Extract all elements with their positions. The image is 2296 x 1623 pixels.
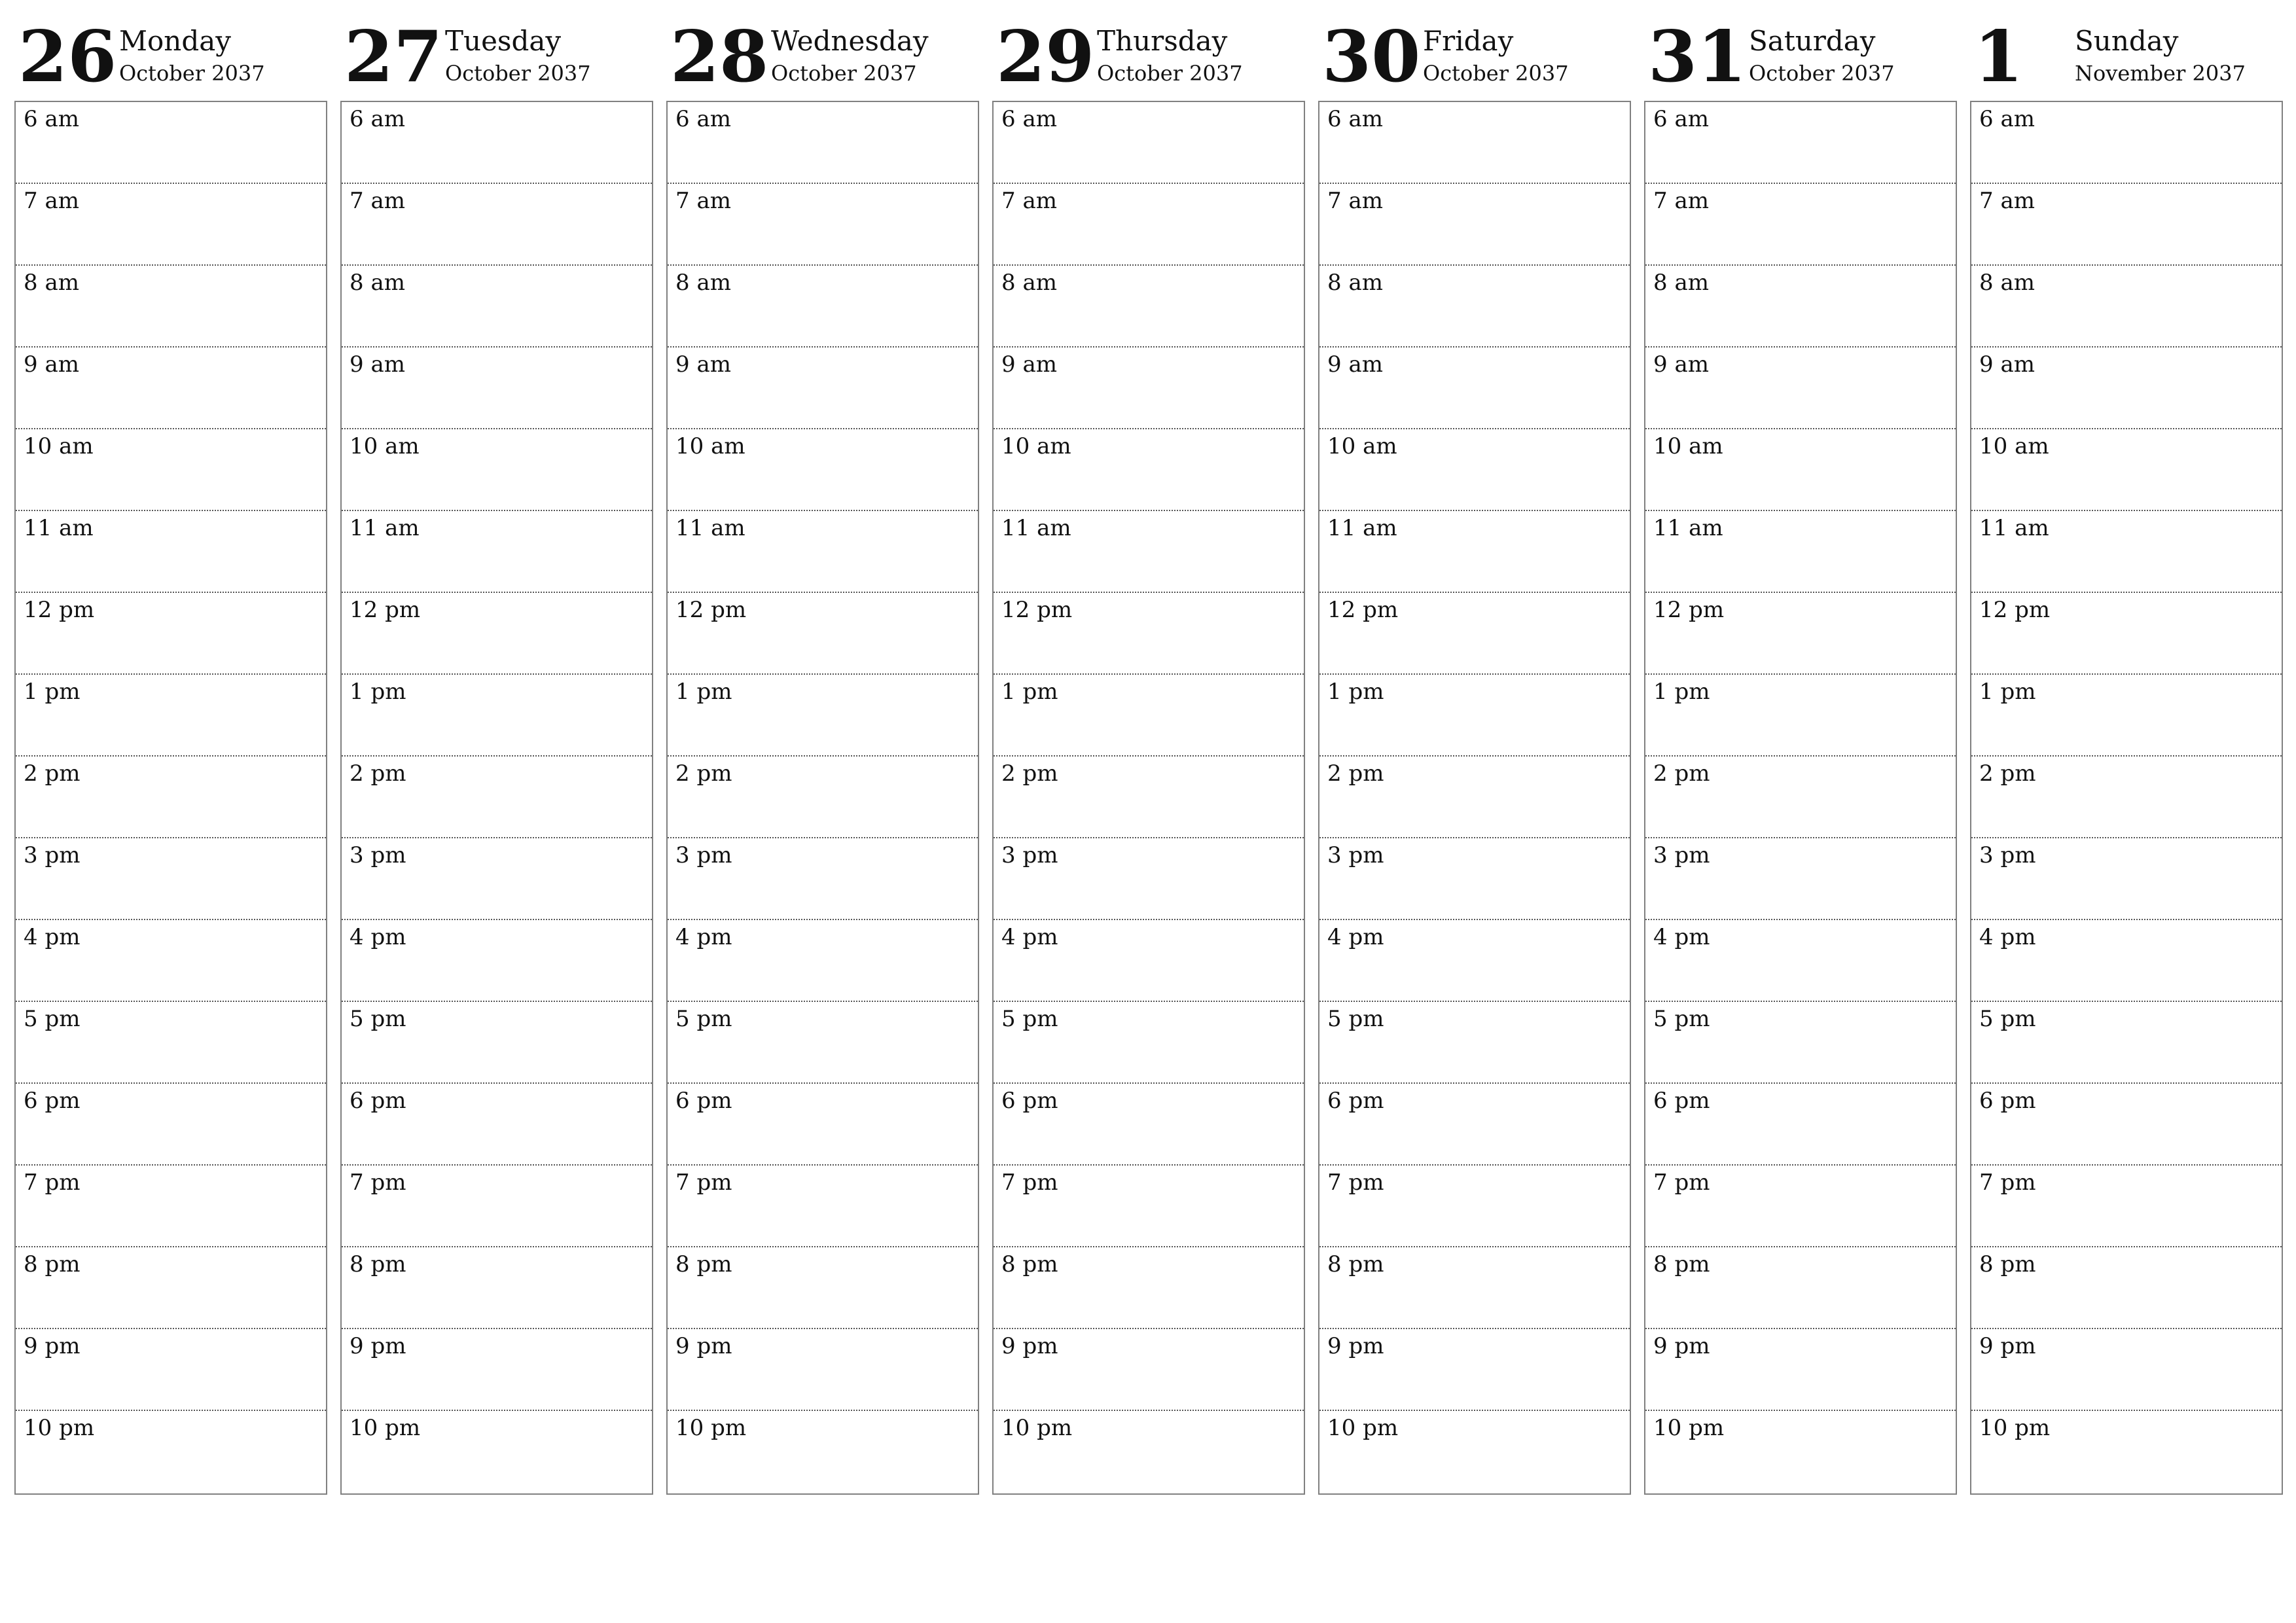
hour-label: 10 pm xyxy=(1653,1415,1725,1441)
day-number: 31 xyxy=(1648,16,1747,98)
hour-slot[interactable] xyxy=(994,429,1304,511)
hour-label: 6 am xyxy=(675,106,731,132)
hour-label: 7 pm xyxy=(24,1169,81,1196)
hour-label: 8 pm xyxy=(1979,1251,2036,1277)
hour-slot[interactable] xyxy=(16,184,326,266)
day-number: 29 xyxy=(996,16,1095,98)
hour-label: 10 am xyxy=(24,433,94,459)
hour-slot[interactable] xyxy=(994,920,1304,1002)
hour-slot[interactable] xyxy=(342,266,652,348)
hour-label: 12 pm xyxy=(675,597,747,623)
weekday-name: Tuesday xyxy=(445,25,562,57)
hour-label: 1 pm xyxy=(1653,679,1710,705)
day-number: 28 xyxy=(670,16,769,98)
hour-slot[interactable] xyxy=(668,1411,978,1493)
hour-slot[interactable] xyxy=(342,757,652,838)
hour-slot[interactable] xyxy=(994,184,1304,266)
hour-label: 2 pm xyxy=(1327,760,1384,787)
hour-slot[interactable] xyxy=(668,1084,978,1166)
hour-slot[interactable] xyxy=(1319,838,1630,920)
hour-label: 8 am xyxy=(1653,270,1709,296)
hour-slot[interactable] xyxy=(342,348,652,429)
hour-slot[interactable] xyxy=(668,593,978,675)
hour-label: 1 pm xyxy=(24,679,81,705)
hour-slot[interactable] xyxy=(1971,593,2282,675)
hour-slot[interactable] xyxy=(668,102,978,184)
hour-slot[interactable] xyxy=(1319,1411,1630,1493)
hour-label: 2 pm xyxy=(350,760,406,787)
hour-label: 9 am xyxy=(1001,351,1057,378)
hour-slot[interactable] xyxy=(1645,838,1956,920)
hour-label: 1 pm xyxy=(1327,679,1384,705)
hour-slot[interactable] xyxy=(16,1084,326,1166)
hour-slot[interactable] xyxy=(16,102,326,184)
hour-label: 8 am xyxy=(1327,270,1383,296)
hour-label: 8 am xyxy=(350,270,405,296)
hour-label: 10 am xyxy=(1327,433,1397,459)
hour-grid xyxy=(1318,101,1631,1495)
hour-slot[interactable] xyxy=(668,1002,978,1084)
hour-slot[interactable] xyxy=(1645,348,1956,429)
hour-label: 5 pm xyxy=(350,1006,406,1032)
month-year: October 2037 xyxy=(119,61,265,86)
hour-slot[interactable] xyxy=(342,1002,652,1084)
hour-label: 3 pm xyxy=(1327,842,1384,868)
hour-slot[interactable] xyxy=(1971,1084,2282,1166)
hour-slot[interactable] xyxy=(1971,1166,2282,1247)
hour-label: 5 pm xyxy=(1653,1006,1710,1032)
hour-label: 6 am xyxy=(1327,106,1383,132)
hour-slot[interactable] xyxy=(342,675,652,757)
hour-label: 9 pm xyxy=(1327,1333,1384,1359)
month-year: October 2037 xyxy=(1097,61,1243,86)
weekday-name: Friday xyxy=(1423,25,1514,57)
day-header xyxy=(1970,0,2283,98)
hour-slot[interactable] xyxy=(16,266,326,348)
hour-slot[interactable] xyxy=(1971,266,2282,348)
hour-label: 11 am xyxy=(1327,515,1397,541)
hour-slot[interactable] xyxy=(342,1084,652,1166)
hour-label: 10 am xyxy=(1979,433,2049,459)
hour-label: 4 pm xyxy=(1327,924,1384,950)
hour-slot[interactable] xyxy=(1319,920,1630,1002)
hour-slot[interactable] xyxy=(1319,1002,1630,1084)
day-header xyxy=(1318,0,1631,98)
hour-label: 2 pm xyxy=(1979,760,2036,787)
hour-slot[interactable] xyxy=(342,184,652,266)
hour-slot[interactable] xyxy=(1319,429,1630,511)
hour-slot[interactable] xyxy=(16,1166,326,1247)
hour-slot[interactable] xyxy=(342,593,652,675)
hour-slot[interactable] xyxy=(1645,675,1956,757)
hour-slot[interactable] xyxy=(1971,757,2282,838)
hour-slot[interactable] xyxy=(1645,593,1956,675)
hour-label: 10 pm xyxy=(1327,1415,1399,1441)
hour-label: 7 pm xyxy=(1327,1169,1384,1196)
hour-slot[interactable] xyxy=(16,838,326,920)
weekday-name: Sunday xyxy=(2075,25,2179,57)
hour-slot[interactable] xyxy=(342,920,652,1002)
hour-label: 8 pm xyxy=(350,1251,406,1277)
month-year: October 2037 xyxy=(1749,61,1895,86)
hour-slot[interactable] xyxy=(1319,266,1630,348)
hour-grid xyxy=(992,101,1305,1495)
hour-label: 2 pm xyxy=(1653,760,1710,787)
hour-label: 4 pm xyxy=(675,924,732,950)
hour-slot[interactable] xyxy=(1971,675,2282,757)
weekday-name: Saturday xyxy=(1749,25,1876,57)
hour-label: 9 pm xyxy=(675,1333,732,1359)
hour-label: 6 am xyxy=(24,106,79,132)
hour-label: 3 pm xyxy=(1653,842,1710,868)
hour-slot[interactable] xyxy=(1971,184,2282,266)
hour-slot[interactable] xyxy=(16,593,326,675)
hour-label: 4 pm xyxy=(350,924,406,950)
hour-slot[interactable] xyxy=(1319,1166,1630,1247)
hour-label: 3 pm xyxy=(350,842,406,868)
hour-slot[interactable] xyxy=(1319,1247,1630,1329)
hour-label: 1 pm xyxy=(1001,679,1058,705)
hour-slot[interactable] xyxy=(342,1247,652,1329)
hour-label: 8 pm xyxy=(24,1251,81,1277)
hour-label: 2 pm xyxy=(24,760,81,787)
hour-label: 9 am xyxy=(1979,351,2035,378)
hour-slot[interactable] xyxy=(16,1411,326,1493)
hour-slot[interactable] xyxy=(1319,675,1630,757)
hour-slot[interactable] xyxy=(16,1002,326,1084)
hour-label: 11 am xyxy=(350,515,420,541)
hour-slot[interactable] xyxy=(994,838,1304,920)
hour-label: 6 pm xyxy=(1001,1088,1058,1114)
hour-slot[interactable] xyxy=(342,1329,652,1411)
hour-label: 12 pm xyxy=(1327,597,1399,623)
hour-slot[interactable] xyxy=(994,1084,1304,1166)
hour-label: 2 pm xyxy=(1001,760,1058,787)
hour-slot[interactable] xyxy=(994,1247,1304,1329)
hour-label: 6 am xyxy=(1001,106,1057,132)
hour-slot[interactable] xyxy=(1319,348,1630,429)
hour-slot[interactable] xyxy=(994,511,1304,593)
hour-label: 10 pm xyxy=(1001,1415,1073,1441)
hour-slot[interactable] xyxy=(1645,757,1956,838)
day-number: 30 xyxy=(1322,16,1421,98)
hour-label: 8 pm xyxy=(675,1251,732,1277)
hour-label: 5 pm xyxy=(1327,1006,1384,1032)
hour-label: 8 pm xyxy=(1327,1251,1384,1277)
day-header xyxy=(992,0,1305,98)
hour-slot[interactable] xyxy=(16,348,326,429)
hour-grid xyxy=(666,101,979,1495)
hour-slot[interactable] xyxy=(668,675,978,757)
hour-label: 10 am xyxy=(1001,433,1071,459)
hour-slot[interactable] xyxy=(994,1411,1304,1493)
hour-label: 10 am xyxy=(350,433,420,459)
month-year: October 2037 xyxy=(1423,61,1569,86)
hour-label: 10 pm xyxy=(675,1415,747,1441)
hour-slot[interactable] xyxy=(994,102,1304,184)
hour-label: 6 pm xyxy=(1327,1088,1384,1114)
hour-label: 5 pm xyxy=(1001,1006,1058,1032)
hour-slot[interactable] xyxy=(1645,1084,1956,1166)
hour-label: 6 am xyxy=(350,106,405,132)
hour-label: 9 am xyxy=(675,351,731,378)
hour-slot[interactable] xyxy=(342,1166,652,1247)
hour-label: 9 pm xyxy=(24,1333,81,1359)
hour-label: 6 pm xyxy=(24,1088,81,1114)
hour-slot[interactable] xyxy=(668,920,978,1002)
hour-slot[interactable] xyxy=(1971,1247,2282,1329)
hour-label: 4 pm xyxy=(1653,924,1710,950)
hour-slot[interactable] xyxy=(994,1166,1304,1247)
hour-label: 12 pm xyxy=(1001,597,1073,623)
hour-slot[interactable] xyxy=(1319,1329,1630,1411)
hour-slot[interactable] xyxy=(1645,1411,1956,1493)
hour-label: 11 am xyxy=(1653,515,1723,541)
hour-label: 7 am xyxy=(24,188,79,214)
hour-slot[interactable] xyxy=(342,838,652,920)
hour-slot[interactable] xyxy=(1971,838,2282,920)
hour-label: 3 pm xyxy=(24,842,81,868)
hour-label: 4 pm xyxy=(1001,924,1058,950)
hour-grid xyxy=(340,101,653,1495)
hour-slot[interactable] xyxy=(668,757,978,838)
hour-label: 9 am xyxy=(1653,351,1709,378)
hour-label: 9 am xyxy=(350,351,405,378)
hour-slot[interactable] xyxy=(668,1166,978,1247)
hour-slot[interactable] xyxy=(1971,348,2282,429)
hour-label: 10 pm xyxy=(24,1415,95,1441)
hour-slot[interactable] xyxy=(1645,1329,1956,1411)
hour-slot[interactable] xyxy=(1645,1002,1956,1084)
hour-label: 3 pm xyxy=(675,842,732,868)
hour-slot[interactable] xyxy=(1971,920,2282,1002)
month-year: November 2037 xyxy=(2075,61,2246,86)
day-header xyxy=(340,0,653,98)
hour-slot[interactable] xyxy=(994,593,1304,675)
hour-slot[interactable] xyxy=(1645,1166,1956,1247)
hour-label: 6 pm xyxy=(675,1088,732,1114)
hour-slot[interactable] xyxy=(668,184,978,266)
hour-slot[interactable] xyxy=(1645,184,1956,266)
hour-slot[interactable] xyxy=(1971,429,2282,511)
hour-slot[interactable] xyxy=(1971,1329,2282,1411)
hour-label: 7 am xyxy=(1001,188,1057,214)
hour-grid xyxy=(14,101,327,1495)
hour-label: 7 pm xyxy=(1653,1169,1710,1196)
hour-label: 9 pm xyxy=(1001,1333,1058,1359)
hour-label: 5 pm xyxy=(675,1006,732,1032)
hour-slot[interactable] xyxy=(16,920,326,1002)
hour-label: 9 pm xyxy=(1979,1333,2036,1359)
hour-slot[interactable] xyxy=(1645,511,1956,593)
day-header xyxy=(666,0,979,98)
hour-slot[interactable] xyxy=(668,1247,978,1329)
hour-slot[interactable] xyxy=(994,1329,1304,1411)
hour-slot[interactable] xyxy=(16,1329,326,1411)
hour-slot[interactable] xyxy=(1319,184,1630,266)
hour-slot[interactable] xyxy=(994,266,1304,348)
hour-slot[interactable] xyxy=(668,838,978,920)
hour-label: 9 pm xyxy=(350,1333,406,1359)
hour-slot[interactable] xyxy=(16,1247,326,1329)
hour-slot[interactable] xyxy=(1645,266,1956,348)
hour-label: 4 pm xyxy=(1979,924,2036,950)
day-number: 26 xyxy=(18,16,117,98)
hour-label: 1 pm xyxy=(1979,679,2036,705)
hour-slot[interactable] xyxy=(1319,511,1630,593)
weekday-name: Monday xyxy=(119,25,231,57)
hour-slot[interactable] xyxy=(668,266,978,348)
hour-slot[interactable] xyxy=(342,102,652,184)
hour-slot[interactable] xyxy=(16,675,326,757)
hour-slot[interactable] xyxy=(342,1411,652,1493)
hour-slot[interactable] xyxy=(1971,102,2282,184)
hour-label: 1 pm xyxy=(350,679,406,705)
hour-label: 7 pm xyxy=(675,1169,732,1196)
day-header xyxy=(14,0,327,98)
hour-label: 11 am xyxy=(24,515,94,541)
hour-label: 11 am xyxy=(1979,515,2049,541)
hour-label: 10 pm xyxy=(350,1415,421,1441)
hour-slot[interactable] xyxy=(1645,1247,1956,1329)
hour-label: 12 pm xyxy=(1979,597,2051,623)
hour-slot[interactable] xyxy=(1319,1084,1630,1166)
hour-label: 3 pm xyxy=(1001,842,1058,868)
hour-slot[interactable] xyxy=(994,1002,1304,1084)
hour-slot[interactable] xyxy=(16,429,326,511)
day-number: 1 xyxy=(1974,16,2024,98)
weekday-name: Wednesday xyxy=(771,25,929,57)
hour-slot[interactable] xyxy=(1971,1002,2282,1084)
hour-grid xyxy=(1970,101,2283,1495)
hour-slot[interactable] xyxy=(994,757,1304,838)
hour-slot[interactable] xyxy=(1971,1411,2282,1493)
hour-label: 12 pm xyxy=(1653,597,1725,623)
hour-label: 9 am xyxy=(24,351,79,378)
hour-label: 7 pm xyxy=(1001,1169,1058,1196)
hour-label: 1 pm xyxy=(675,679,732,705)
hour-slot[interactable] xyxy=(994,348,1304,429)
hour-label: 7 am xyxy=(1979,188,2035,214)
hour-label: 8 am xyxy=(24,270,79,296)
hour-slot[interactable] xyxy=(668,1329,978,1411)
hour-label: 12 pm xyxy=(24,597,95,623)
hour-label: 8 am xyxy=(1001,270,1057,296)
hour-label: 9 am xyxy=(1327,351,1383,378)
hour-slot[interactable] xyxy=(1971,511,2282,593)
hour-slot[interactable] xyxy=(1319,593,1630,675)
hour-label: 6 am xyxy=(1979,106,2035,132)
hour-label: 4 pm xyxy=(24,924,81,950)
hour-label: 11 am xyxy=(675,515,745,541)
day-number: 27 xyxy=(344,16,443,98)
hour-slot[interactable] xyxy=(668,511,978,593)
day-header xyxy=(1644,0,1957,98)
hour-slot[interactable] xyxy=(342,511,652,593)
hour-slot[interactable] xyxy=(1645,920,1956,1002)
hour-label: 5 pm xyxy=(24,1006,81,1032)
hour-slot[interactable] xyxy=(342,429,652,511)
hour-slot[interactable] xyxy=(16,511,326,593)
hour-label: 8 am xyxy=(675,270,731,296)
hour-label: 2 pm xyxy=(675,760,732,787)
hour-slot[interactable] xyxy=(1645,102,1956,184)
hour-label: 10 am xyxy=(1653,433,1723,459)
month-year: October 2037 xyxy=(771,61,917,86)
hour-slot[interactable] xyxy=(16,757,326,838)
hour-label: 6 pm xyxy=(1979,1088,2036,1114)
hour-slot[interactable] xyxy=(1319,102,1630,184)
hour-label: 7 am xyxy=(1653,188,1709,214)
hour-label: 6 pm xyxy=(1653,1088,1710,1114)
hour-label: 7 pm xyxy=(350,1169,406,1196)
hour-slot[interactable] xyxy=(994,675,1304,757)
hour-label: 12 pm xyxy=(350,597,421,623)
hour-label: 9 pm xyxy=(1653,1333,1710,1359)
month-year: October 2037 xyxy=(445,61,591,86)
weekday-name: Thursday xyxy=(1097,25,1228,57)
hour-label: 8 pm xyxy=(1653,1251,1710,1277)
hour-slot[interactable] xyxy=(668,348,978,429)
hour-label: 8 am xyxy=(1979,270,2035,296)
hour-label: 5 pm xyxy=(1979,1006,2036,1032)
hour-label: 10 pm xyxy=(1979,1415,2051,1441)
hour-slot[interactable] xyxy=(1319,757,1630,838)
hour-label: 7 am xyxy=(675,188,731,214)
hour-label: 7 am xyxy=(1327,188,1383,214)
hour-label: 3 pm xyxy=(1979,842,2036,868)
hour-grid xyxy=(1644,101,1957,1495)
hour-label: 7 pm xyxy=(1979,1169,2036,1196)
hour-label: 8 pm xyxy=(1001,1251,1058,1277)
hour-label: 6 pm xyxy=(350,1088,406,1114)
hour-slot[interactable] xyxy=(668,429,978,511)
hour-label: 11 am xyxy=(1001,515,1071,541)
hour-slot[interactable] xyxy=(1645,429,1956,511)
hour-label: 6 am xyxy=(1653,106,1709,132)
hour-label: 7 am xyxy=(350,188,405,214)
hour-label: 10 am xyxy=(675,433,745,459)
